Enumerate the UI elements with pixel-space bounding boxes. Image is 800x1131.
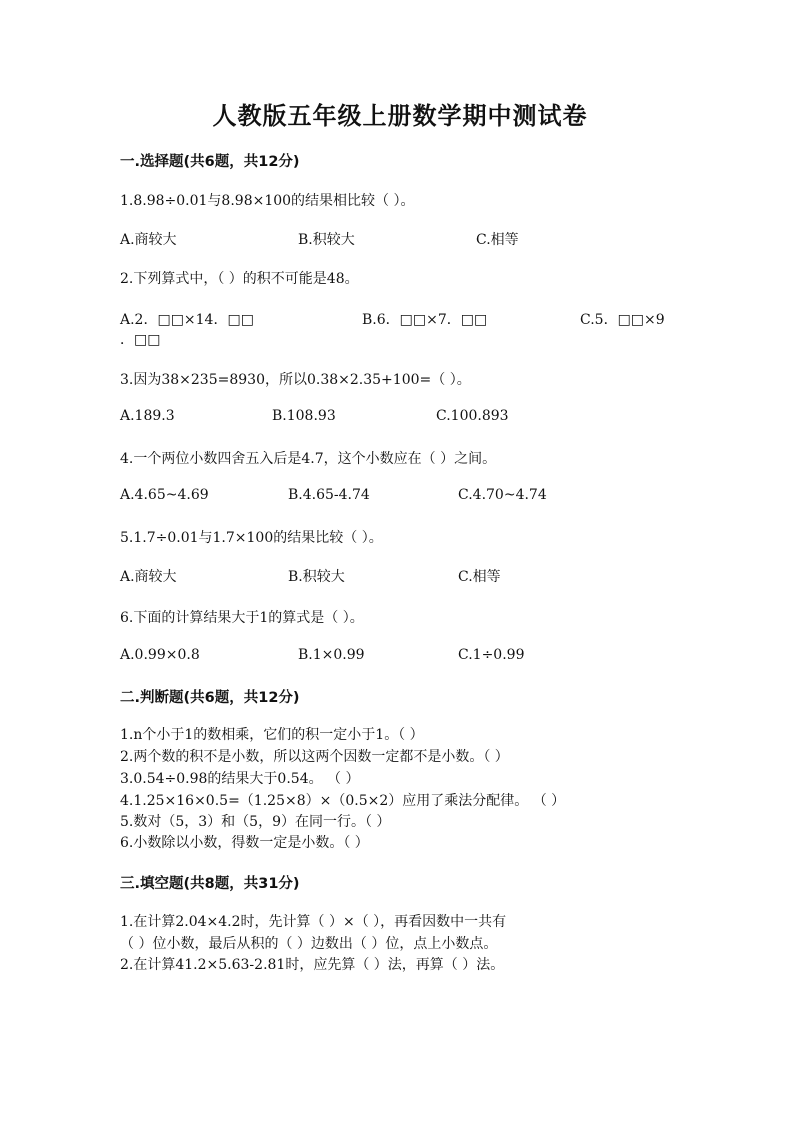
option-b: B.4.65-4.74: [288, 487, 370, 503]
section-heading-choice: 一.选择题(共6题，共12分): [120, 154, 300, 170]
judgement-item: 4.1.25×16×0.5=（1.25×8）×（0.5×2）应用了乘法分配律。 （ ）: [120, 793, 566, 809]
page-title: 人教版五年级上册数学期中测试卷: [212, 102, 588, 130]
option-c: C.4.70~4.74: [458, 487, 547, 503]
fill-blank-item: 2.在计算41.2×5.63-2.81时，应先算（ ）法，再算（ ）法。: [120, 957, 505, 973]
question-stem: 4.一个两位小数四舍五入后是4.7，这个小数应在（ ）之间。: [120, 451, 497, 467]
question-stem: 5.1.7÷0.01与1.7×100的结果比较（ ）。: [120, 530, 383, 546]
option-a: A.0.99×0.8: [120, 647, 200, 663]
option-c: C.1÷0.99: [458, 647, 525, 663]
option-c: C.相等: [458, 569, 501, 585]
question-stem: 3.因为38×235=8930，所以0.38×2.35+100=（ ）。: [120, 372, 471, 388]
option-c: C.100.893: [436, 408, 509, 424]
option-b: B.积较大: [298, 232, 355, 248]
option-a: A.商较大: [120, 232, 177, 248]
option-a: A.商较大: [120, 569, 177, 585]
option-c-continued: ．□□: [120, 332, 161, 348]
question-stem: 1.8.98÷0.01与8.98×100的结果相比较（ ）。: [120, 193, 415, 209]
question-stem: 2.下列算式中，（ ）的积不可能是48。: [120, 271, 359, 287]
option-b: B.积较大: [288, 569, 345, 585]
option-b: B.108.93: [272, 408, 336, 424]
option-b: B.1×0.99: [298, 647, 365, 663]
fill-blank-item: 1.在计算2.04×4.2时，先计算（ ）×（ ），再看因数中一共有: [120, 914, 507, 930]
option-a: A.4.65~4.69: [120, 487, 209, 503]
option-a: A.2．□□×14．□□: [120, 312, 254, 328]
judgement-item: 3.0.54÷0.98的结果大于0.54。 （ ）: [120, 771, 360, 787]
question-stem: 6.下面的计算结果大于1的算式是（ ）。: [120, 610, 364, 626]
option-c: C.5．□□×9: [580, 312, 665, 328]
fill-blank-item-continued: （ ）位小数，最后从积的（ ）边数出（ ）位，点上小数点。: [120, 936, 498, 952]
judgement-item: 1.n个小于1的数相乘，它们的积一定小于1。（ ）: [120, 727, 424, 743]
judgement-item: 6.小数除以小数，得数一定是小数。（ ）: [120, 835, 369, 851]
option-a: A.189.3: [120, 408, 175, 424]
section-heading-judgement: 二.判断题(共6题，共12分): [120, 690, 300, 706]
section-heading-fill-blank: 三.填空题(共8题，共31分): [120, 876, 300, 892]
judgement-item: 2.两个数的积不是小数，所以这两个因数一定都不是小数。（ ）: [120, 749, 509, 765]
option-c: C.相等: [476, 232, 519, 248]
option-b: B.6．□□×7．□□: [362, 312, 488, 328]
judgement-item: 5.数对（5，3）和（5，9）在同一行。（ ）: [120, 814, 391, 830]
